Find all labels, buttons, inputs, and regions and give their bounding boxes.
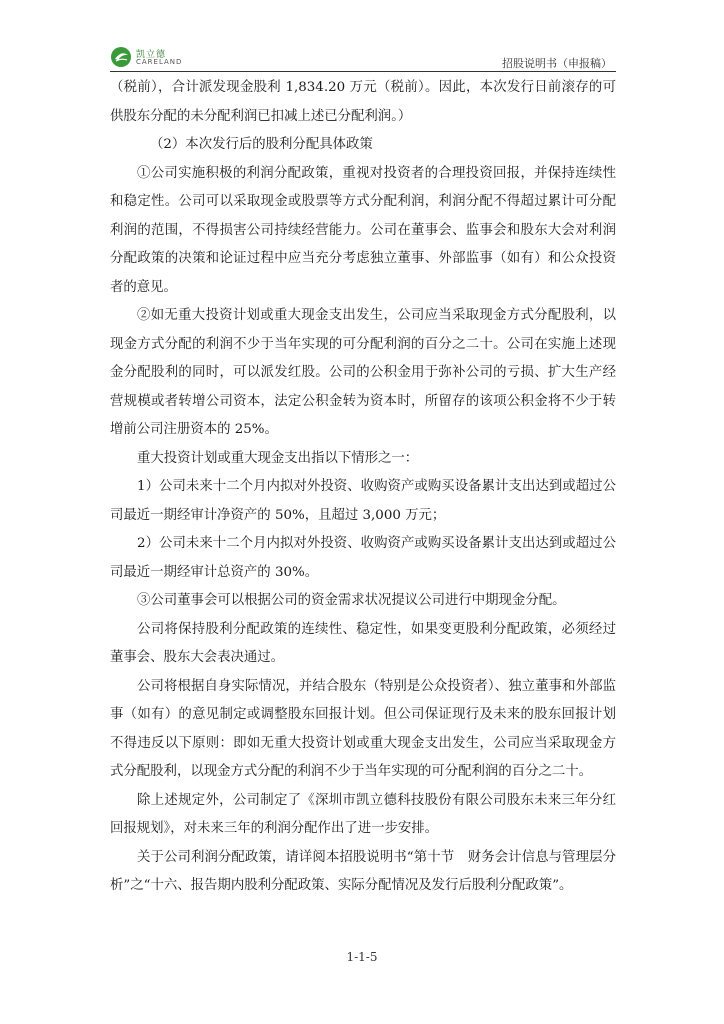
document-body bbox=[110, 74, 616, 901]
list-item: 1）公司未来十二个月内拟对外投资、收购资产或购买设备累计支出达到或超过公司最近一期经审计净资产的 50%，且超过 3,000 万元； bbox=[110, 479, 616, 523]
paragraph: ②如无重大投资计划或重大现金支出发生，公司应当采取现金方式分配股利，以现金方式分配的利润不少于当年实现的可分配利润的百分之二十。公司在实施上述现金分配股利的同时，可以派发红股。公司的公积金用于弥补公司的亏损、扩大生产经营规模或者转增公司资本，法定公积金转为资本时，所留存的该项公积金将不少于转增前公司注册资本的 25%。 bbox=[110, 308, 616, 437]
page-header bbox=[110, 44, 616, 74]
paragraph: 公司将根据自身实际情况，并结合股东（特别是公众投资者）、独立董事和外部监事（如有）的意见制定或调整股东回报计划。但公司保证现行及未来的股东回报计划不得违反以下原则：即如无重大投资计划或重大现金支出发生，公司应当采取现金方式分配股利，以现金方式分配的利润不少于当年实现的可分配利润的百分之二十。 bbox=[110, 678, 616, 779]
careland-logo-icon bbox=[110, 46, 132, 68]
paragraph: ③公司董事会可以根据公司的资金需求状况提议公司进行中期现金分配。 bbox=[137, 593, 566, 608]
paragraph: 除上述规定外，公司制定了《深圳市凯立德科技股份有限公司股东未来三年分红回报规划》，对未来三年的利润分配作出了进一步安排。 bbox=[110, 792, 616, 836]
logo-chinese-name: 凯立德 bbox=[136, 50, 167, 60]
section-heading: （2）本次发行后的股利分配具体政策 bbox=[150, 137, 373, 152]
logo-english-name: CARELAND bbox=[136, 58, 183, 66]
company-logo bbox=[110, 44, 230, 74]
paragraph: 公司将保持股利分配政策的连续性、稳定性，如果变更股利分配政策，必须经过董事会、股东大会表决通过。 bbox=[110, 621, 616, 665]
list-item: 2）公司未来十二个月内拟对外投资、收购资产或购买设备累计支出达到或超过公司最近一期经审计总资产的 30%。 bbox=[110, 536, 616, 580]
paragraph: ①公司实施积极的利润分配政策，重视对投资者的合理投资回报，并保持连续性和稳定性。公司可以采取现金或股票等方式分配利润，利润分配不得超过累计可分配利润的范围，不得损害公司持续经营能力。公司在董事会、监事会和股东大会对利润分配政策的决策和论证过程中应当充分考虑独立董事、外部监事（如有）和公众投资者的意见。 bbox=[110, 165, 616, 295]
header-divider bbox=[110, 71, 616, 72]
paragraph: 关于公司利润分配政策，请详阅本招股说明书“第十节 财务会计信息与管理层分析”之“十六、报告期内股利分配政策、实际分配情况及发行后股利分配政策”。 bbox=[110, 849, 616, 893]
paragraph: （税前），合计派发现金股利 1,834.20 万元（税前）。因此，本次发行日前滚存的可供股东分配的未分配利润已扣减上述已分配利润。） bbox=[110, 80, 616, 124]
paragraph: 重大投资计划或重大现金支出指以下情形之一： bbox=[137, 450, 419, 466]
page-number: 1-1-5 bbox=[346, 950, 378, 964]
document-title: 招股说明书（申报稿） bbox=[502, 57, 612, 70]
